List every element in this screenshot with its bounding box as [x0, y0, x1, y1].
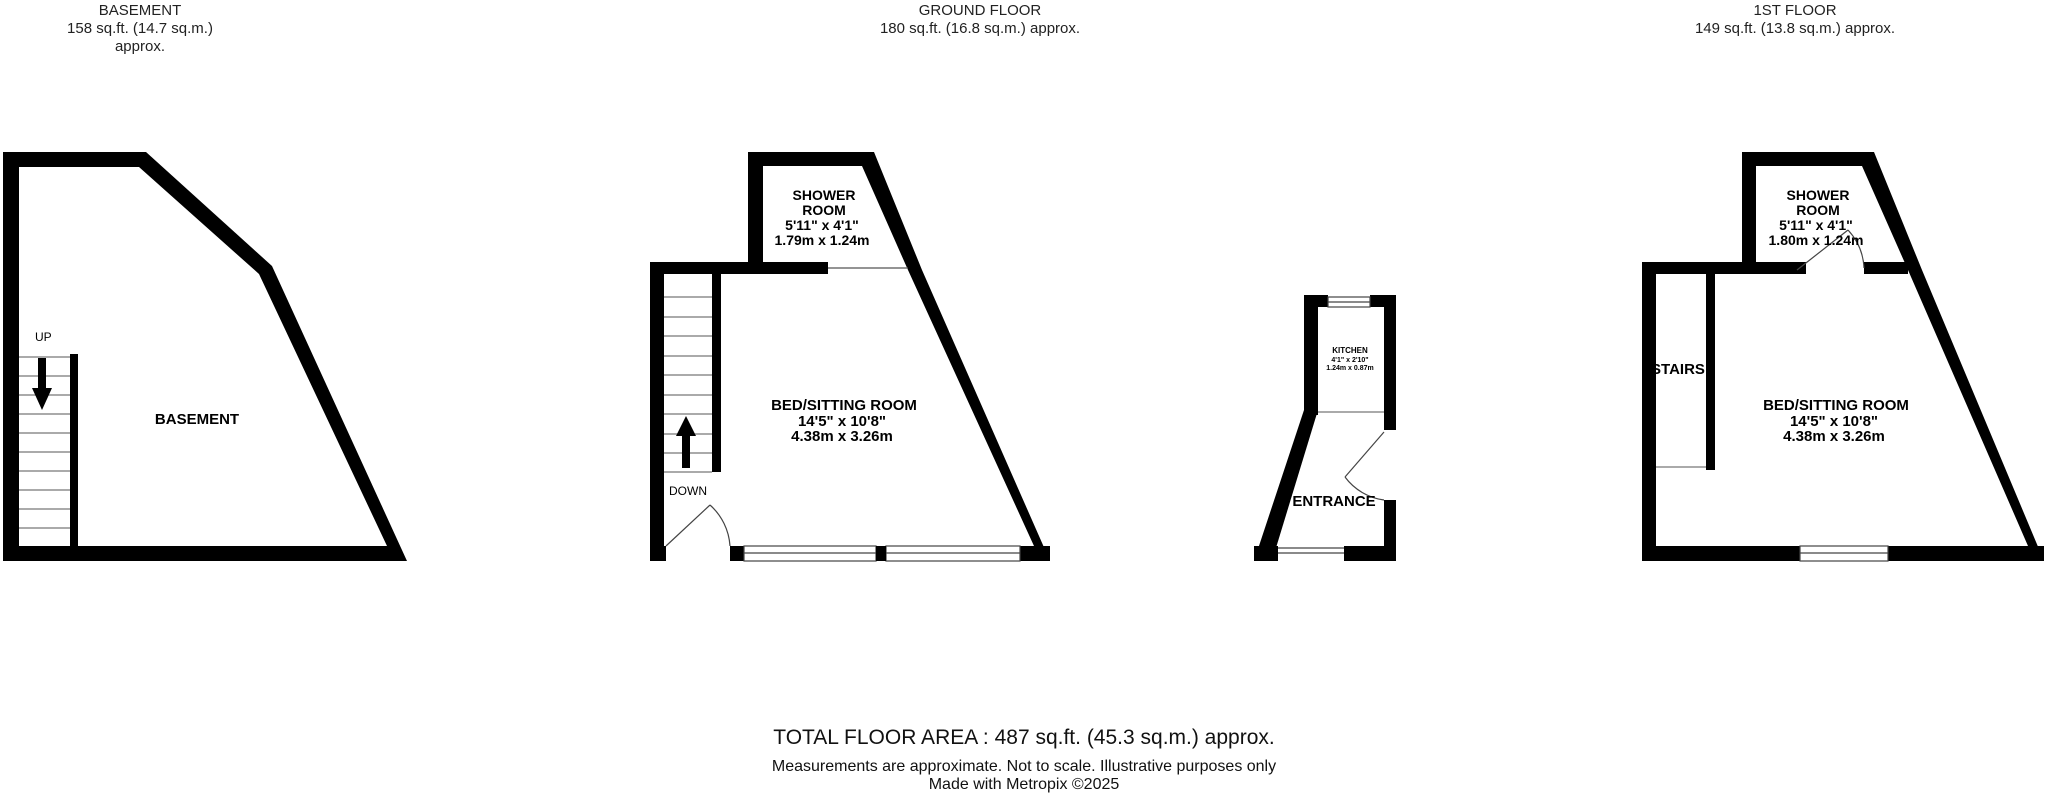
ground-shower-name: SHOWER [792, 187, 856, 203]
first-main-walls [1642, 262, 1756, 561]
first-bed-name: BED/SITTING ROOM [1763, 397, 1909, 414]
kitchen-window [1328, 297, 1370, 307]
kitchen-right-wall [1384, 295, 1396, 430]
ground-floor-area: 180 sq.ft. (16.8 sq.m.) approx. [879, 20, 1081, 37]
kitchen-dim-imperial: 4'1" x 2'10" [1331, 357, 1369, 364]
kitchen-top-wall-right [1370, 295, 1396, 307]
disclaimer-note: Measurements are approximate. Not to scale. Illustrative purposes only [771, 758, 1277, 775]
ground-shower-dim-imperial: 5'11" x 4'1" [785, 217, 859, 233]
first-stair-partition [1706, 274, 1715, 470]
kitchen-left-wall [1304, 295, 1318, 415]
down-arrow-icon [32, 358, 52, 410]
ground-floor-plan [650, 152, 1050, 561]
ground-bed-dim-metric: 4.38m x 3.26m [791, 428, 893, 445]
first-shower-name: SHOWER [1786, 187, 1850, 203]
ground-bottom-wall-mid [730, 546, 744, 561]
entrance-threshold [1278, 548, 1344, 553]
kitchen-entrance-plan [1254, 295, 1396, 561]
entrance-bottom-wall-left [1254, 546, 1278, 561]
basement-plan [3, 152, 407, 561]
first-bed-dim-metric: 4.38m x 3.26m [1783, 428, 1885, 445]
first-shower-dim-metric: 1.80m x 1.24m [1768, 232, 1864, 248]
ground-bottom-wall-left [650, 546, 666, 561]
ground-shower-dim-metric: 1.79m x 1.24m [774, 232, 870, 248]
kitchen-top-wall-left [1304, 295, 1328, 307]
basement-stair-label: UP [35, 330, 52, 344]
first-shower-name-2: ROOM [1796, 202, 1840, 218]
basement-stair-stringer [70, 354, 78, 546]
ground-floor-title: GROUND FLOOR [918, 2, 1042, 19]
ground-window-mullion [876, 546, 886, 561]
entrance-left-wall [1254, 410, 1318, 561]
basement-area: 158 sq.ft. (14.7 sq.m.) approx. [67, 20, 213, 55]
ground-stair-label: DOWN [669, 484, 707, 498]
first-shower-wall-stub [1864, 262, 1908, 274]
ground-right-wall [908, 270, 1050, 561]
entrance-label: ENTRANCE [1292, 493, 1376, 510]
basement-room-label: BASEMENT [154, 411, 240, 428]
entrance-right-wall [1384, 500, 1396, 561]
basement-title: BASEMENT [98, 2, 182, 19]
ground-main-walls [650, 262, 763, 561]
first-floor-title: 1ST FLOOR [1753, 2, 1837, 19]
first-right-wall [1908, 270, 2044, 561]
ground-shower-name-2: ROOM [802, 202, 846, 218]
entrance-door [1345, 432, 1384, 500]
ground-door [666, 505, 730, 546]
total-floor-area: TOTAL FLOOR AREA : 487 sq.ft. (45.3 sq.m.) approx. [773, 726, 1275, 749]
ground-bed-dim-imperial: 14'5" x 10'8" [797, 413, 887, 430]
first-shower-dim-imperial: 5'11" x 4'1" [1779, 217, 1853, 233]
first-bottom-wall-left [1642, 546, 1800, 561]
kitchen-dim-metric: 1.24m x 0.87m [1326, 365, 1374, 372]
up-arrow-icon [676, 416, 696, 468]
kitchen-name: KITCHEN [1332, 346, 1368, 355]
first-floor-plan [1642, 152, 2044, 561]
first-bottom-wall-right [1888, 546, 2044, 561]
ground-bed-name: BED/SITTING ROOM [771, 397, 917, 414]
ground-bottom-wall-right [1020, 546, 1050, 561]
first-window [1800, 546, 1888, 561]
ground-stair-stringer [712, 274, 721, 472]
first-bed-dim-imperial: 14'5" x 10'8" [1789, 413, 1879, 430]
made-with-credit: Made with Metropix ©2025 [928, 776, 1120, 793]
first-stairs-label: STAIRS [1651, 361, 1705, 378]
first-floor-area: 149 sq.ft. (13.8 sq.m.) approx. [1694, 20, 1896, 37]
